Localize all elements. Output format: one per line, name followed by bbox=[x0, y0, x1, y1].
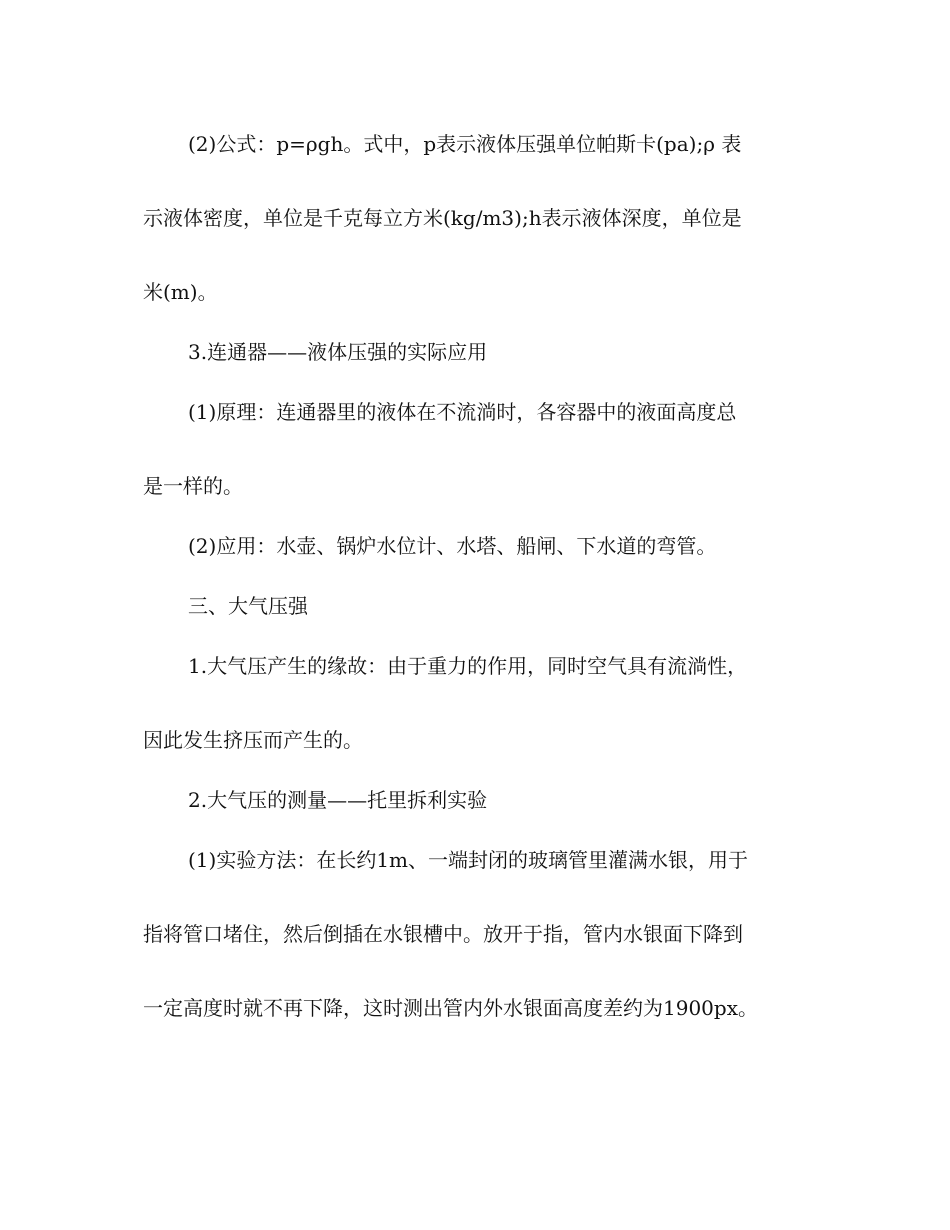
application-line: (2)应用：水壶、锅炉水位计、水塔、船闸、下水道的弯管。 bbox=[188, 534, 717, 558]
formula-line: (2)公式：p=ρgh。式中，p表示液体压强单位帕斯卡(pa);ρ 表 bbox=[188, 132, 742, 156]
section-heading-torricelli: 2.大气压的测量——托里拆利实验 bbox=[188, 788, 488, 812]
section-heading-connector: 3.连通器——液体压强的实际应用 bbox=[188, 340, 488, 364]
cause-line: 1.大气压产生的缘故：由于重力的作用，同时空气具有流淌性， bbox=[188, 654, 748, 678]
principle-line: (1)原理：连通器里的液体在不流淌时，各容器中的液面高度总 bbox=[188, 400, 737, 424]
formula-line-end: 米(m)。 bbox=[143, 280, 218, 304]
experiment-line: (1)实验方法：在长约1m、一端封闭的玻璃管里灌满水银，用于 bbox=[188, 848, 749, 872]
experiment-line-continued: 指将管口堵住，然后倒插在水银槽中。放开于指，管内水银面下降到 bbox=[143, 922, 743, 946]
principle-line-end: 是一样的。 bbox=[143, 474, 243, 498]
experiment-line-end: 一定高度时就不再下降，这时测出管内外水银面高度差约为1900px。 bbox=[143, 996, 758, 1020]
formula-line-continued: 示液体密度，单位是千克每立方米(kg/m3);h表示液体深度，单位是 bbox=[143, 206, 742, 230]
section-heading-atmospheric-pressure: 三、大气压强 bbox=[188, 594, 308, 618]
cause-line-end: 因此发生挤压而产生的。 bbox=[143, 728, 363, 752]
